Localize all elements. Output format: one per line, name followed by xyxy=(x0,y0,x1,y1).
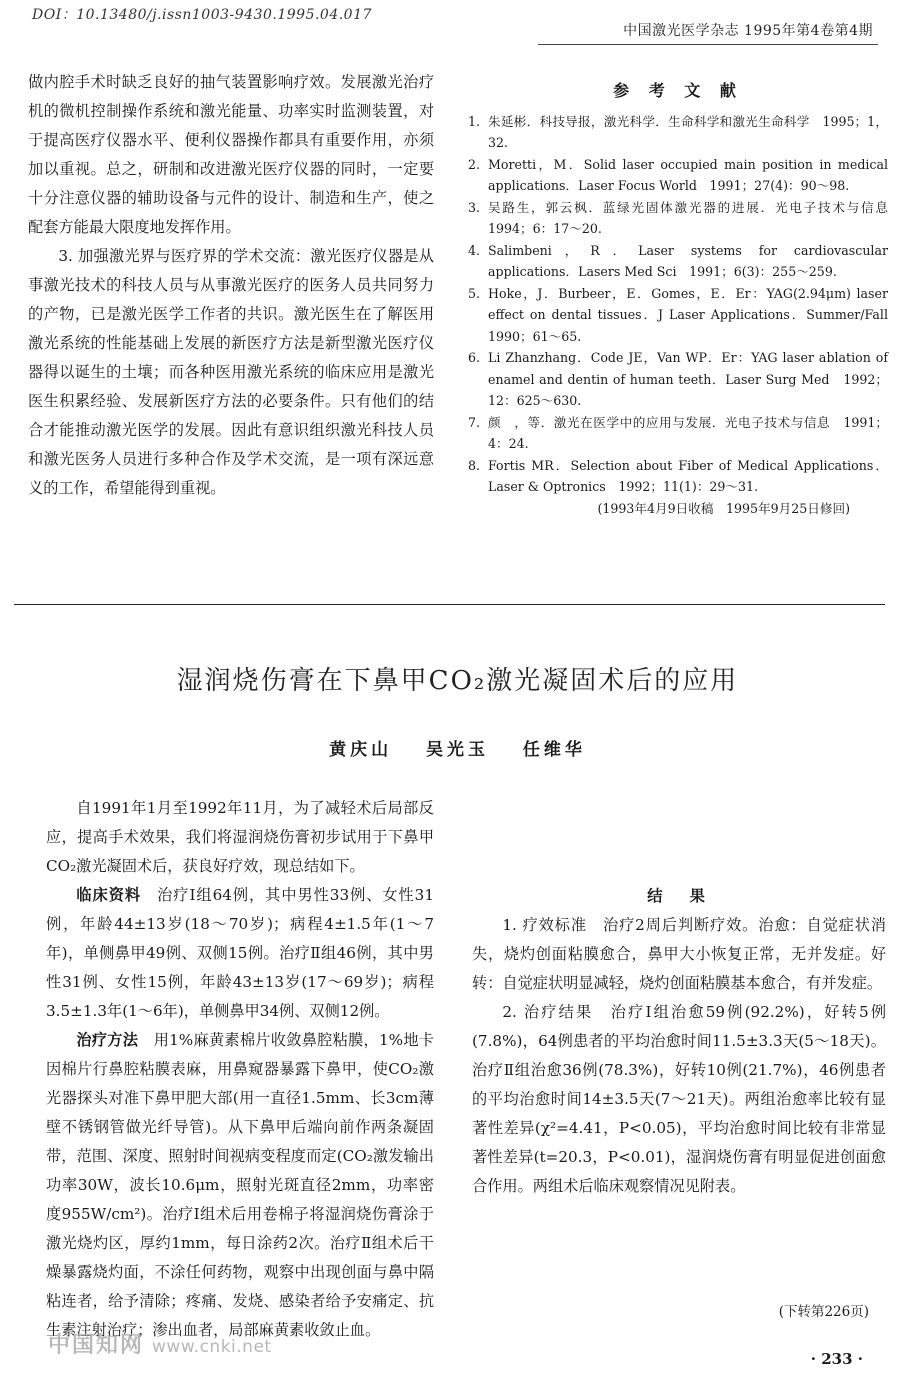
article-right-column xyxy=(472,794,886,1201)
paragraph: 3. 加强激光界与医疗界的学术交流：激光医疗仪器是从事激光技术的科技人员与从事激光医疗的医务人员共同努力的产物，已是激光医学工作者的共识。激光医生在了解医用激光系统的性能基础上发展的新医疗方法是新型激光医疗仪器得以诞生的土壤；而各种医用激光系统的临床应用是激光医生积累经验、发展新医疗方法的必要条件。只有他们的结合才能推动激光医学的发展。因此有意识组织激光科技人员和激光医务人员进行多种合作及学术交流，是一项有深远意义的工作，希望能得到重视。 xyxy=(28,247,434,497)
reference-item: 4. Salimbeni，R．Laser systems for cardiovascular applications．Lasers Med Sci 1991；6(3)：255～259. xyxy=(468,242,888,279)
article-title: 湿润烧伤膏在下鼻甲CO₂激光凝固术后的应用 xyxy=(176,666,739,696)
author-name: 黄庆山 xyxy=(329,740,393,760)
reference-item: 8. Fortis MR．Selection about Fiber of Medical Applications．Laser & Optronics 1992；11(1)：29～31. xyxy=(468,457,888,494)
journal-header: 中国激光医学杂志 1995年第4卷第4期 xyxy=(623,23,873,39)
reference-item: 7. 颜 ，等．激光在医学中的应用与发展．光电子技术与信息 1991；4：24. xyxy=(468,414,888,451)
header-rule xyxy=(538,44,878,45)
author-name: 任维华 xyxy=(522,740,586,760)
cnki-watermark xyxy=(48,1328,272,1359)
references-title: 参 考 文 献 xyxy=(613,81,743,100)
subsection-heading: 2. 治疗结果 xyxy=(502,1003,594,1021)
subsection-heading: 1. 疗效标准 xyxy=(502,916,587,934)
page-number: · 233 · xyxy=(810,1350,863,1368)
reference-item: 5. Hoke，J．Burbeer，E．Gomes，E．Er：YAG(2.94μm) laser effect on dental tissues．J Laser Applications．Summer/Fall 1990；61～65. xyxy=(468,285,901,344)
outcome-paragraph: 2. 治疗结果 治疗Ⅰ组治愈59例(92.2%)，好转5例(7.8%)，64例患者的平均治愈时间11.5±3.3天(5～18天)。治疗Ⅱ组治愈36例(78.3%)，好转10例(21.7%)，46例患者的平均治愈时间14±3.5天(7～21天)。两组治愈率比较有显著性差异(χ²=4.41，P<0.05)，平均治愈时间比较有非常显著性差异(t=20.3，P<0.01)，湿润烧伤膏有明显促进创面愈合作用。两组术后临床观察情况见附表。 xyxy=(472,1003,887,1195)
reference-list xyxy=(468,111,901,498)
section-heading: 临床资料 xyxy=(76,886,141,904)
received-date: (1993年4月9日收稿 1995年9月25日修回) xyxy=(597,500,850,516)
intro-paragraph: 自1991年1月至1992年11月，为了减轻术后局部反应，提高手术效果，我们将湿润烧伤膏初步试用于下鼻甲CO₂激光凝固术后，获良好疗效，现总结如下。 xyxy=(46,799,434,875)
section-heading: 治疗方法 xyxy=(76,1031,139,1049)
author-name: 吴光玉 xyxy=(426,740,489,760)
article-left-column xyxy=(46,794,434,1345)
references-section xyxy=(468,80,901,519)
reference-item: 3. 吴路生，郭云枫．蓝绿光固体激光器的进展．光电子技术与信息 1994；6：17～20. xyxy=(468,199,901,236)
paragraph: 做内腔手术时缺乏良好的抽气装置影响疗效。发展激光治疗机的微机控制操作系统和激光能量、功率实时监测装置，对于提高医疗仪器水平、便利仪器操作都具有重要作用，亦须加以重视。总之，研制和改进激光医疗仪器的同时，一定要十分注意仪器的辅助设备与元件的设计、制造和生产，使之配套方能最大限度地发挥作用。 xyxy=(28,73,434,236)
author-list xyxy=(0,735,915,760)
previous-article-text xyxy=(28,68,434,503)
watermark-url: www.cnki.net xyxy=(152,1337,272,1357)
criteria-paragraph: 1. 疗效标准 治疗2周后判断疗效。治愈：自觉症状消失，烧灼创面粘膜愈合，鼻甲大小恢复正常，无并发症。好转：自觉症状明显减轻，烧灼创面粘膜基本愈合，有并发症。 xyxy=(472,916,886,992)
method-continuation-space xyxy=(472,794,886,882)
clinical-paragraph: 临床资料 治疗Ⅰ组64例，其中男性33例、女性31例，年龄44±13岁(18～70岁)；病程4±1.5年(1～7年)，单侧鼻甲49例、双侧15例。治疗Ⅱ组46例，其中男性31例、女性15例，年龄43±13岁(17～69岁)；病程3.5±1.3年(1～6年)，单侧鼻甲34例、双侧12例。 xyxy=(46,886,434,1020)
reference-item: 6. Li Zhanzhang．Code JE，Van WP．Er：YAG laser ablation of enamel and dentin of human teeth．Laser Surg Med 1992；12：625～630. xyxy=(468,350,888,408)
watermark-cn: 中国知网 xyxy=(48,1333,145,1358)
method-paragraph: 治疗方法 用1%麻黄素棉片收敛鼻腔粘膜，1%地卡因棉片行鼻腔粘膜表麻，用鼻窥器暴露下鼻甲，使CO₂激光器探头对准下鼻甲肥大部(用一直径1.5mm、长3cm薄壁不锈钢管做光纤导管)。从下鼻甲后端向前作两条凝固带，范围、深度、照射时间视病变程度而定(CO₂激发输出功率30W，波长10.6μm，照射光斑直径2mm，功率密度955W/cm²)。治疗Ⅰ组术后用卷棉子将湿润烧伤膏涂于激光烧灼区，厚约1mm，每日涂药2次。治疗Ⅱ组术后干燥暴露烧灼面，不涂任何药物，观察中出现创面与鼻中隔粘连者，给予清除；疼痛、发烧、感染者给予安痛定、抗生素注射治疗；渗出血者，局部麻黄素收敛止血。 xyxy=(46,1031,434,1339)
section-separator xyxy=(14,604,885,605)
reference-item: 1. 朱延彬．科技导报，激光科学．生命科学和激光生命科学 1995；1，32. xyxy=(468,113,888,150)
doi-line: DOI：10.13480/j.issn1003-9430.1995.04.017 xyxy=(32,7,372,23)
continued-note: (下转第226页) xyxy=(778,1304,869,1320)
reference-item: 2. Moretti，M．Solid laser occupied main position in medical applications．Laser Focus World 1991；27(4)：90～98. xyxy=(468,156,888,193)
results-heading: 结 果 xyxy=(647,887,711,905)
